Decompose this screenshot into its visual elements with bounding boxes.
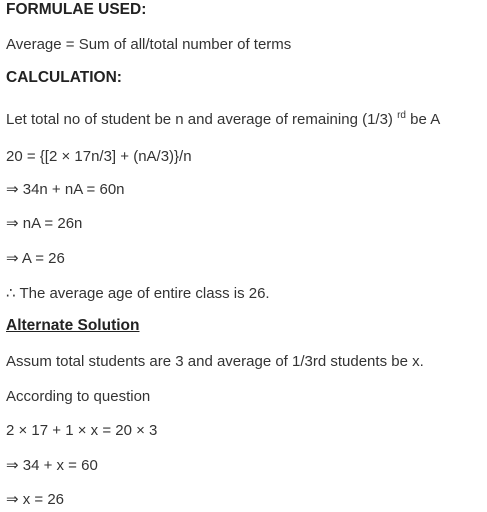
intro-text: Let total no of student be n and average of remaining (1/3)	[6, 111, 398, 128]
intro-superscript: rd	[397, 110, 406, 121]
step-line: ⇒ A = 26	[6, 250, 65, 267]
formula-text: Average = Sum of all/total number of terms	[6, 36, 292, 53]
intro-line	[6, 110, 440, 130]
alternate-line: ⇒ x = 26	[6, 491, 65, 508]
intro-tail: be A	[406, 111, 441, 128]
calculation-heading: CALCULATION:	[6, 69, 122, 86]
alternate-line: Assum total students are 3 and average of 1/3rd students be x.	[6, 353, 424, 370]
step-line: ⇒ nA = 26n	[6, 215, 83, 232]
alternate-line: According to question	[6, 388, 151, 405]
step-line: ⇒ 34n + nA = 60n	[6, 181, 125, 198]
formulae-heading: FORMULAE USED:	[6, 1, 147, 18]
conclusion-line: ∴ The average age of entire class is 26.	[6, 285, 270, 302]
step-line: 20 = {[2 × 17n/3] + (nA/3)}/n	[6, 148, 192, 165]
alternate-heading: Alternate Solution	[6, 317, 140, 334]
alternate-line: ⇒ 34 + x = 60	[6, 457, 98, 474]
alternate-line: 2 × 17 + 1 × x = 20 × 3	[6, 422, 158, 439]
